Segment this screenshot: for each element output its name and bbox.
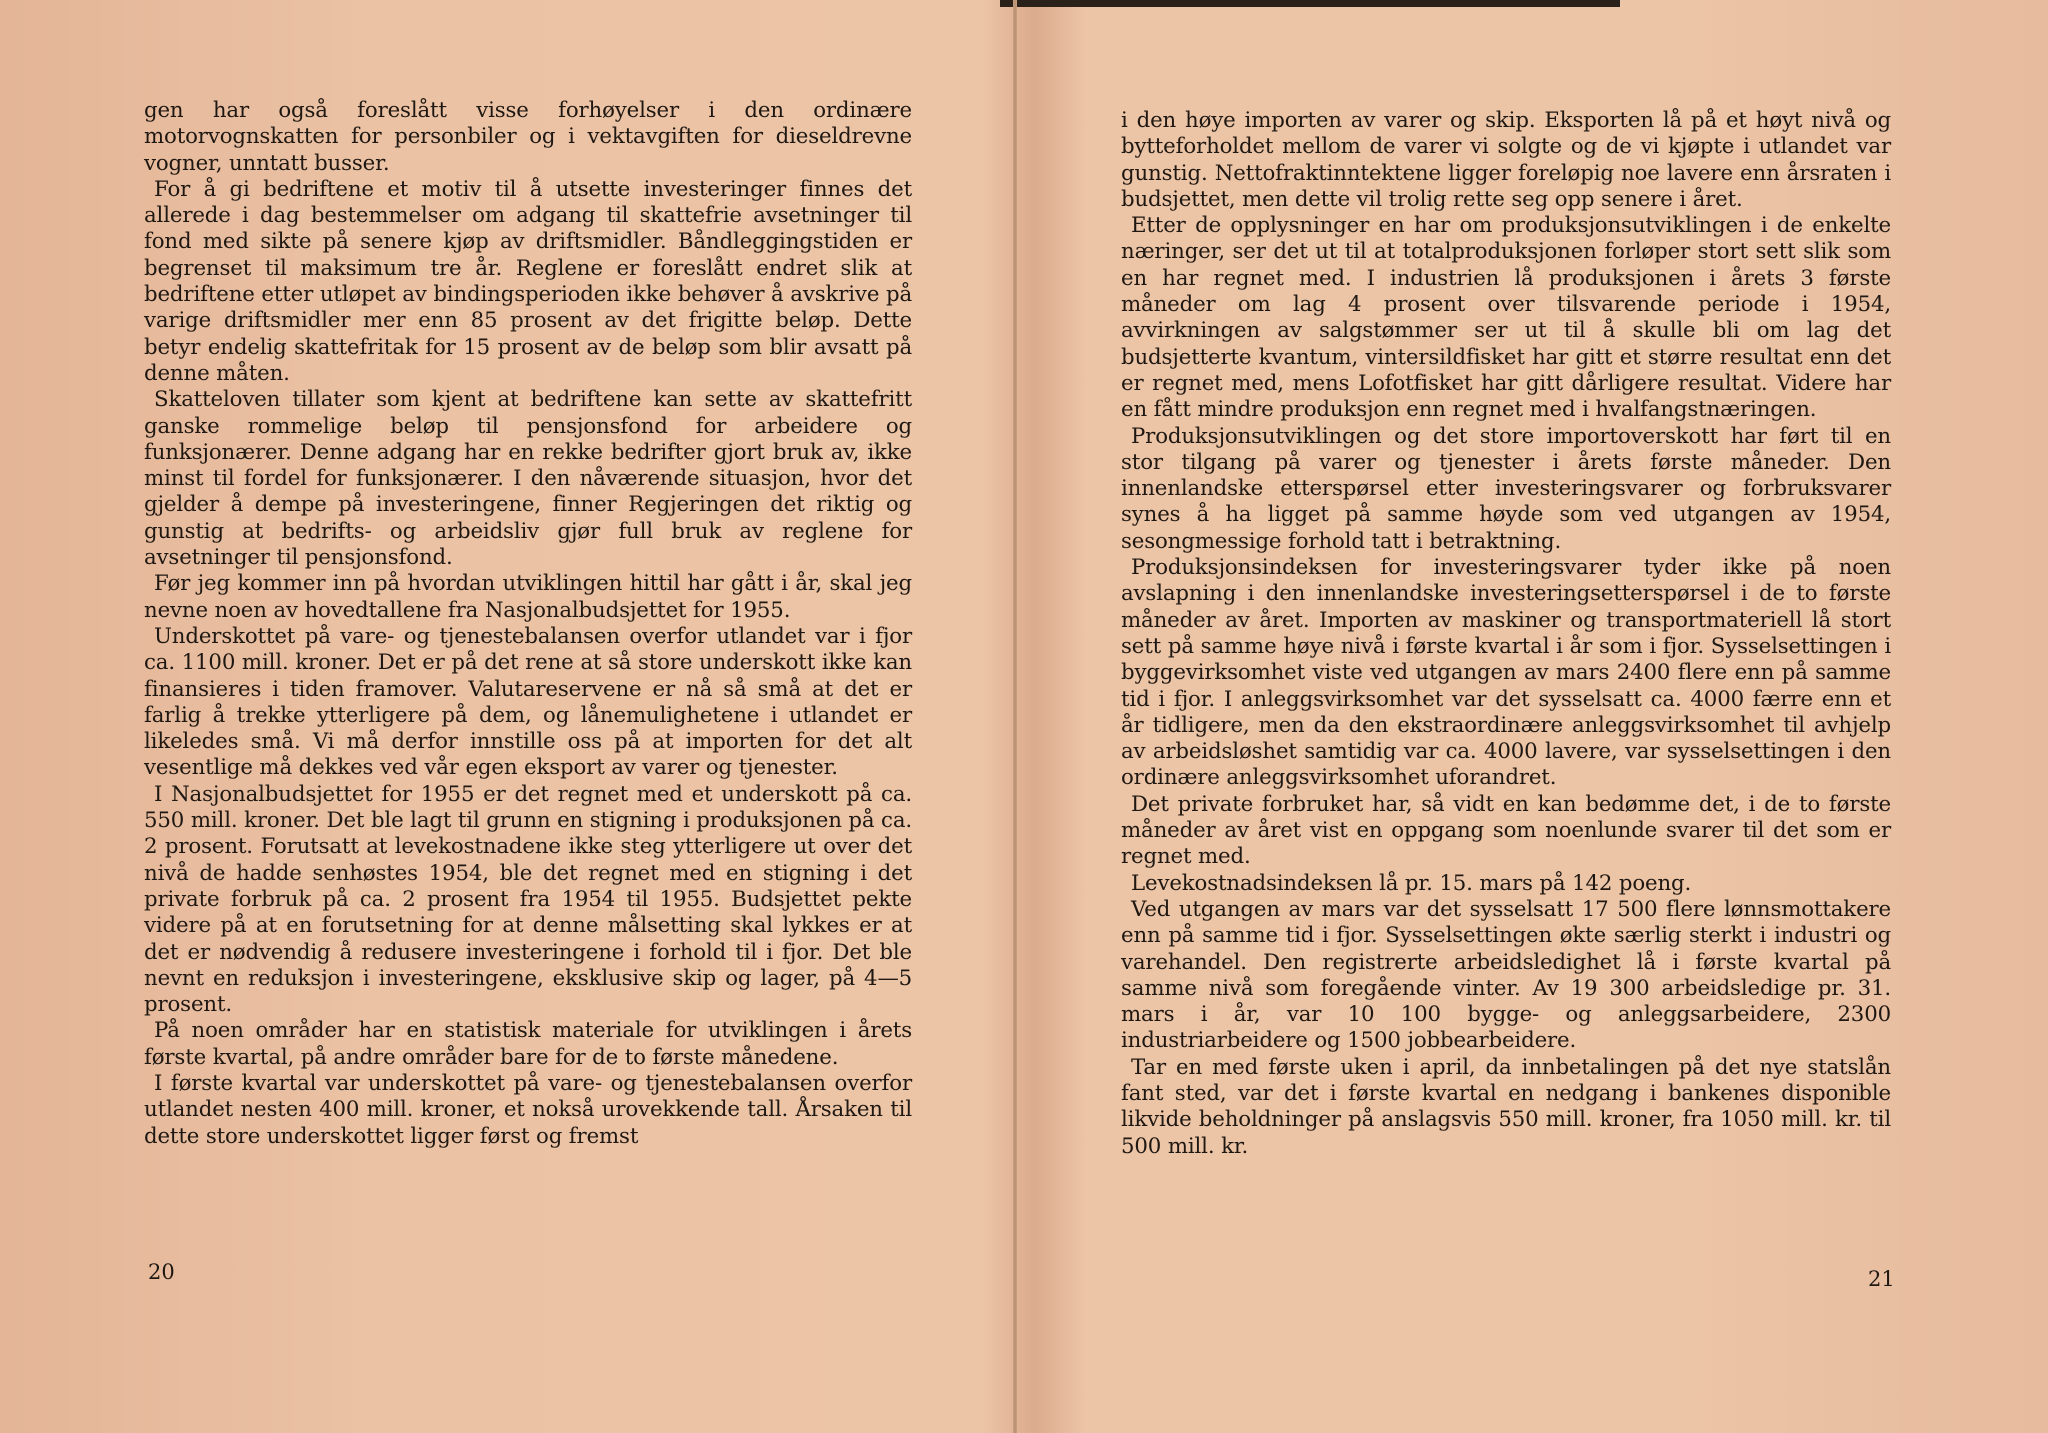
paragraph: Før jeg kommer inn på hvordan utviklingen hittil har gått i år, skal jeg nevne noen av hovedtallene fra Nasjonalbudsjettet for 1955. [144, 571, 912, 623]
page-number: 20 [148, 1260, 175, 1284]
paragraph: Produksjonsindeksen for investeringsvarer tyder ikke på noen avslapning i den innenlandske investeringsetterspørsel i de to første måneder av året. Importen av maskiner og transportmateriell lå stort sett på samme høye nivå i første kvartal i år som i fjor. Sysselsettingen i byggevirksomhet viste ved utgangen av mars 2400 flere enn på samme tid i fjor. I anleggsvirksomhet var det sysselsatt ca. 4000 færre enn et år tidligere, men da den ekstraordinære anleggsvirksomhet til avhjelp av arbeidsløshet samtidig var ca. 4000 lavere, var sysselsettingen i den ordinære anleggsvirksomhet uforandret. [1121, 555, 1891, 791]
page-number: 21 [1868, 1267, 1895, 1291]
paragraph: Skatteloven tillater som kjent at bedriftene kan sette av skattefritt ganske rommelige beløp til pensjonsfond for arbeidere og funksjonærer. Denne adgang har en rekke bedrifter gjort bruk av, ikke minst til fordel for funksjonærer. I den nåværende situasjon, hvor det gjelder å dempe på investeringene, finner Regjeringen det riktig og gunstig at bedrifts- og arbeidsliv gjør full bruk av reglene for avsetninger til pensjonsfond. [144, 387, 912, 571]
paragraph: I første kvartal var underskottet på vare- og tjenestebalansen overfor utlandet nesten 400 mill. kroner, et nokså urovekkende tall. Årsaken til dette store underskottet ligger først og fremst [144, 1070, 912, 1149]
book-top-edge [1000, 0, 1620, 7]
paragraph: Produksjonsutviklingen og det store importoverskott har ført til en stor tilgang på varer og tjenester i årets første måneder. Den innenlandske etterspørsel etter investeringsvarer og forbruksvarer synes å ha ligget på samme høyde som ved utgangen av 1954, sesongmessige forhold tatt i betraktning. [1121, 423, 1891, 554]
book-gutter [1013, 0, 1017, 1433]
paragraph: gen har også foreslått visse forhøyelser i den ordinære motorvognskatten for personbiler og i vektavgiften for dieseldrevne vogner, unntatt busser. [144, 98, 912, 176]
left-page-text [144, 98, 912, 1150]
paragraph: Levekostnadsindeksen lå pr. 15. mars på 142 poeng. [1131, 870, 1692, 896]
right-page-text [1121, 108, 1891, 1160]
paragraph: i den høye importen av varer og skip. Eksporten lå på et høyt nivå og bytteforholdet mellom de varer vi solgte og de vi kjøpte i utlandet var gunstig. Nettofraktinntektene ligger foreløpig noe lavere enn årsraten i budsjettet, men dette vil trolig rette seg opp senere i året. [1121, 108, 1891, 212]
paragraph: Tar en med første uken i april, da innbetalingen på det nye statslån fant sted, var det i første kvartal en nedgang i bankenes disponible likvide beholdninger på anslagsvis 550 mill. kroner, fra 1050 mill. kr. til 500 mill. kr. [1121, 1054, 1891, 1159]
paragraph: For å gi bedriftene et motiv til å utsette investeringer finnes det allerede i dag bestemmelser om adgang til skattefrie avsetninger til fond med sikte på senere kjøp av driftsmidler. Båndleggingstiden er begrenset til maksimum tre år. Reglene er foreslått endret slik at bedriftene etter utløpet av bindingsperioden ikke behøver å avskrive på varige driftsmidler mer enn 85 prosent av det frigitte beløp. Dette betyr endelig skattefritak for 15 prosent av de beløp som blir avsatt på denne måten. [144, 176, 912, 386]
paragraph: Etter de opplysninger en har om produksjonsutviklingen i de enkelte næringer, ser det ut til at totalproduksjonen forløper stort sett slik som en har regnet med. I industrien lå produksjonen i årets 3 første måneder om lag 4 prosent over tilsvarende periode i 1954, avvirkningen av salgstømmer ser ut til å skulle bli om lag det budsjetterte kvantum, vintersildfisket har gitt et større resultat enn det er regnet med, mens Lofotfisket har gitt dårligere resultat. Videre har en fått mindre produksjon enn regnet med i hvalfangstnæringen. [1121, 213, 1891, 423]
paragraph: Ved utgangen av mars var det sysselsatt 17 500 flere lønnsmottakere enn på samme tid i fjor. Sysselsettingen økte særlig sterkt i industri og varehandel. Den registrerte arbeidsledighet lå i første kvartal på samme nivå som foregående vinter. Av 19 300 arbeidsledige pr. 31. mars i år, var 10 100 bygge- og anleggsarbeidere, 2300 industriarbeidere og 1500 jobbearbeidere. [1121, 896, 1891, 1054]
paragraph: I Nasjonalbudsjettet for 1955 er det regnet med et underskott på ca. 550 mill. kroner. Det ble lagt til grunn en stigning i produksjonen på ca. 2 prosent. Forutsatt at levekostnadene ikke steg ytterligere ut over det nivå de hadde senhøstes 1954, ble det regnet med en stigning i det private forbruk på ca. 2 prosent fra 1954 til 1955. Budsjettet pekte videre på at en forutsetning for at denne målsetting skal lykkes er at det er nødvendig å redusere investeringene i forhold til i fjor. Det ble nevnt en reduksjon i investeringene, eksklusive skip og lager, på 4—5 prosent. [144, 781, 912, 1018]
paragraph: På noen områder har en statistisk materiale for utviklingen i årets første kvartal, på andre områder bare for de to første månedene. [144, 1018, 912, 1070]
paragraph: Det private forbruket har, så vidt en kan bedømme det, i de to første måneder av året vist en oppgang som noenlunde svarer til det som er regnet med. [1121, 791, 1891, 870]
paragraph: Underskottet på vare- og tjenestebalansen overfor utlandet var i fjor ca. 1100 mill. kroner. Det er på det rene at så store underskott ikke kan finansieres i tiden framover. Valutareservene er nå så små at det er farlig å trekke ytterligere på dem, og lånemulighetene i utlandet er likeledes små. Vi må derfor innstille oss på at importen for det alt vesentlige må dekkes ved vår egen eksport av varer og tjenester. [144, 623, 912, 781]
